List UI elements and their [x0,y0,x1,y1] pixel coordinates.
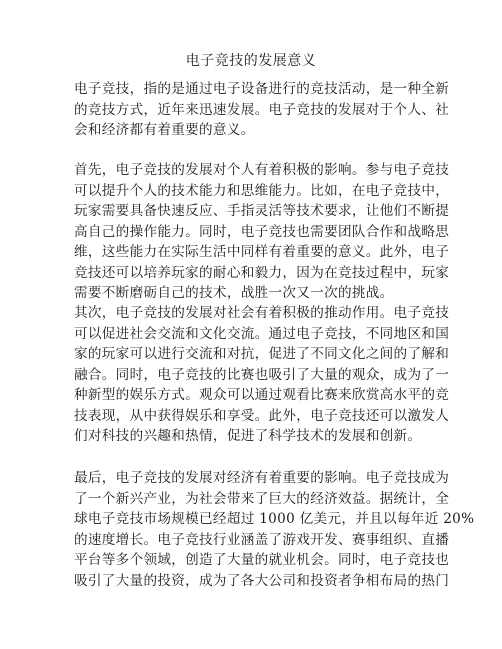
text-line: 技表现，从中获得娱乐和享受。此外，电子竞技还可以激发人 [74,407,450,424]
text-line: 最后，电子竞技的发展对经济有着重要的影响。电子竞技成为 [74,470,450,486]
text-line: 竞技还可以培养玩家的耐心和毅力，因为在竞技过程中，玩家 [74,264,450,281]
text-line: 融合。同时，电子竞技的比赛也吸引了大量的观众，成为了一 [74,366,450,383]
text-line: 首先，电子竞技的发展对个人有着积极的影响。参与电子竞技 [74,162,450,178]
paragraph-society [74,303,450,447]
text-line: 们对科技的兴趣和热情，促进了科学技术的发展和创新。 [74,428,422,444]
text-line: 会和经济都有着重要的意义。 [74,122,255,138]
text-line: 吸引了大量的投资，成为了各大公司和投资者争相布局的热门 [74,572,450,589]
text-line: 高自己的操作能力。同时，电子竞技也需要团队合作和战略思 [74,223,450,240]
text-line: 可以促进社会交流和文化交流。通过电子竞技，不同地区和国 [74,325,450,342]
text-line: 可以提升个人的技术能力和思维能力。比如，在电子竞技中， [74,182,450,199]
text-line: 了一个新兴产业，为社会带来了巨大的经济效益。据统计，全 [74,490,450,507]
text-line: 种新型的娱乐方式。观众可以通过观看比赛来欣赏高水平的竞 [74,387,450,403]
paragraph-intro [74,79,450,141]
text-line: 的竞技方式，近年来迅速发展。电子竞技的发展对于个人、社 [74,101,450,118]
text-line: 其次，电子竞技的发展对社会有着积极的推动作用。电子竞技 [74,305,450,321]
document-title: 电子竞技的发展意义 [185,53,317,69]
paragraph-individual [74,160,450,304]
paragraph-economy [74,468,475,591]
text-line: 球电子竞技市场规模已经超过 1000 亿美元，并且以每年近 20% [74,511,475,527]
text-line: 需要不断磨砺自己的技术，战胜一次又一次的挑战。 [74,285,394,301]
text-line: 维，这些能力在实际生活中同样有着重要的意义。此外，电子 [74,244,450,260]
text-line: 平台等多个领域，创造了大量的就业机会。同时，电子竞技也 [74,552,450,568]
text-line: 电子竞技，指的是通过电子设备进行的竞技活动，是一种全新 [74,81,450,97]
text-line: 的速度增长。电子竞技行业涵盖了游戏开发、赛事组织、直播 [74,531,450,548]
text-line: 玩家需要具备快速反应、手指灵活等技术要求，让他们不断提 [74,203,450,219]
text-line: 家的玩家可以进行交流和对抗，促进了不同文化之间的了解和 [74,346,450,362]
